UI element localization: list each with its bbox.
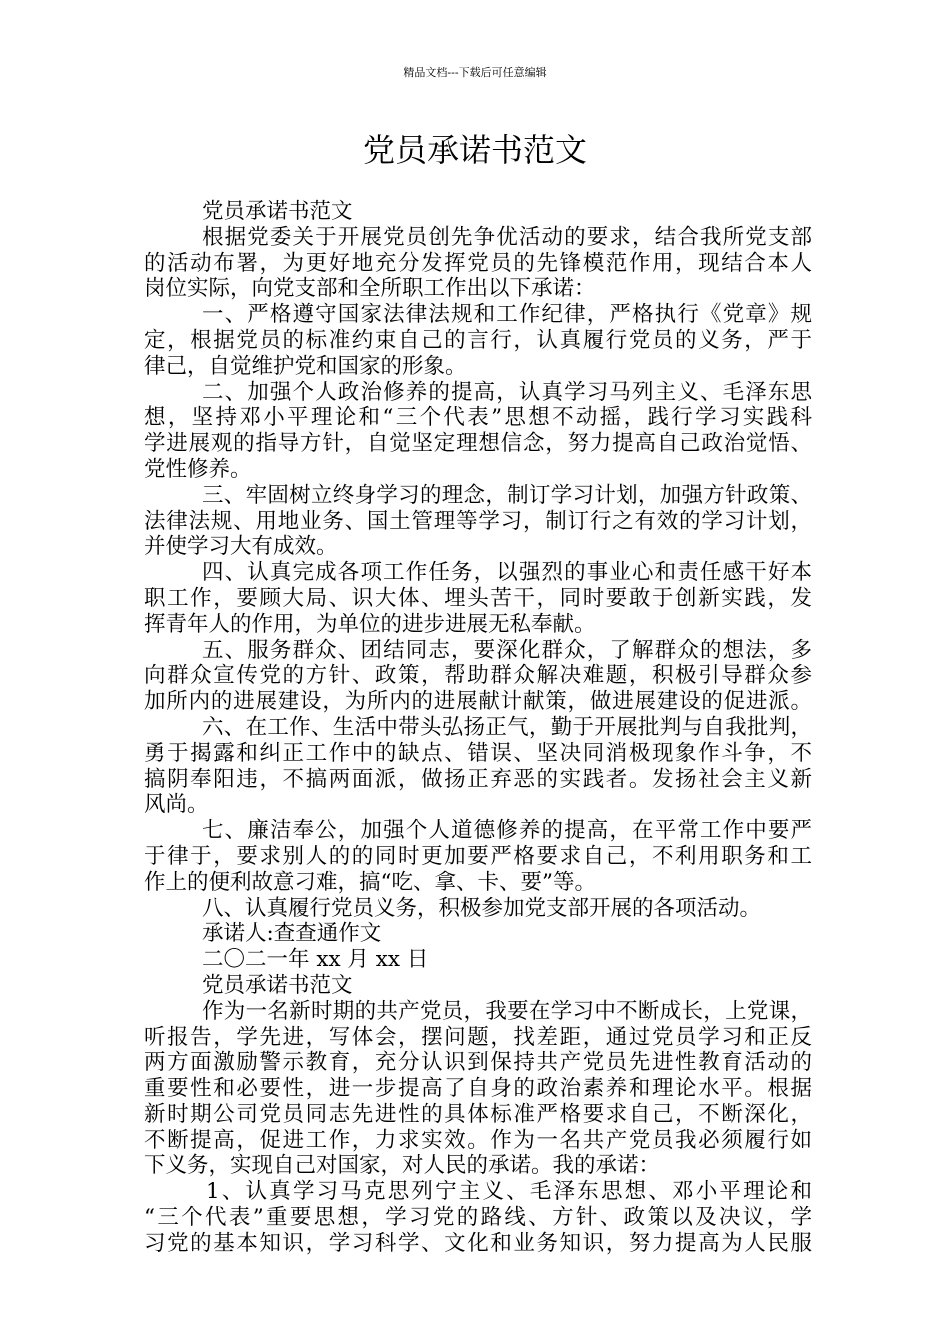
body-line: 职工作，要顾大局、识大体、埋头苦干，同时要敢于创新实践，发 [144, 585, 812, 611]
body-line: 党员承诺书范文 [202, 972, 353, 998]
body-line: 听报告，学先进，写体会，摆问题，找差距，通过党员学习和正反 [144, 1024, 812, 1050]
body-line: 勇于揭露和纠正工作中的缺点、错误、坚决同消极现象作斗争，不 [144, 740, 812, 766]
body-line: 的活动布署，为更好地充分发挥党员的先锋模范作用，现结合本人 [144, 250, 812, 276]
body-line: 定，根据党员的标准约束自己的言行，认真履行党员的义务，严于 [144, 327, 812, 353]
body-line: 新时期公司党员同志先进性的具体标准严格要求自己，不断深化， [144, 1101, 812, 1127]
header-note: 精品文档---下载后可任意编辑 [403, 66, 547, 79]
body-line: 法律法规、用地业务、国土管理等学习，制订行之有效的学习计划， [144, 508, 812, 534]
body-line: 岗位实际，向党支部和全所职工作出以下承诺： [144, 276, 596, 302]
body-line: 并使学习大有成效。 [144, 534, 338, 560]
body-line: 不断提高，促进工作，力求实效。作为一名共产党员我必须履行如 [144, 1127, 812, 1153]
body-line: 作为一名新时期的共产党员，我要在学习中不断成长，上党课， [202, 998, 812, 1024]
body-line: 八、认真履行党员义务，积极参加党支部开展的各项活动。 [202, 895, 762, 921]
document-body [144, 199, 812, 1257]
body-line: 加所内的进展建设，为所内的进展献计献策，做进展建设的促进派。 [144, 689, 812, 715]
body-line: 下义务，实现自己对国家，对人民的承诺。我的承诺： [144, 1153, 661, 1179]
body-line: 党性修养。 [144, 456, 252, 482]
body-line: 七、廉洁奉公，加强个人道德修养的提高，在平常工作中要严 [202, 818, 812, 844]
body-line: 搞阴奉阳违，不搞两面派，做扬正弃恶的实践者。发扬社会主义新 [144, 766, 812, 792]
body-line: 作上的便利故意刁难，搞“吃、拿、卡、要”等。 [144, 869, 596, 895]
body-line: 律己，自觉维护党和国家的形象。 [144, 353, 467, 379]
body-line: 二〇二一年 xx 月 xx 日 [202, 947, 429, 973]
body-line: 根据党委关于开展党员创先争优活动的要求，结合我所党支部 [202, 224, 812, 250]
body-line: 重要性和必要性，进一步提高了自身的政治素养和理论水平。根据 [144, 1076, 812, 1102]
body-line: 五、服务群众、团结同志，要深化群众，了解群众的想法，多 [202, 637, 812, 663]
document-title: 党员承诺书范文 [362, 131, 587, 169]
body-line: 向群众宣传党的方针、政策，帮助群众解决难题，积极引导群众参 [144, 663, 812, 689]
body-line: 党员承诺书范文 [202, 199, 353, 224]
body-line: 1、认真学习马克思列宁主义、毛泽东思想、邓小平理论和 [206, 1179, 812, 1205]
body-line: 挥青年人的作用，为单位的进步进展无私奉献。 [144, 611, 596, 637]
body-line: 六、在工作、生活中带头弘扬正气，勤于开展批判与自我批判， [202, 714, 812, 740]
body-line: 想，坚持邓小平理论和“三个代表”思想不动摇，践行学习实践科 [144, 405, 812, 431]
body-line: 三、牢固树立终身学习的理念，制订学习计划，加强方针政策、 [202, 482, 812, 508]
body-line: 于律于，要求别人的的同时更加要严格要求自己，不利用职务和工 [144, 843, 812, 869]
body-line: 承诺人:查查通作文 [202, 921, 382, 947]
body-line: 习党的基本知识，学习科学、文化和业务知识，努力提高为人民服 [144, 1230, 812, 1256]
body-line: 风尚。 [144, 792, 209, 818]
body-line: 学进展观的指导方针，自觉坚定理想信念，努力提高自己政治觉悟、 [144, 431, 812, 457]
body-line: 二、加强个人政治修养的提高，认真学习马列主义、毛泽东思 [202, 379, 812, 405]
body-line: 四、认真完成各项工作任务，以强烈的事业心和责任感干好本 [202, 560, 812, 586]
body-line: “三个代表”重要思想，学习党的路线、方针、政策以及决议，学 [144, 1205, 812, 1231]
body-line: 两方面激励警示教育，充分认识到保持共产党员先进性教育活动的 [144, 1050, 812, 1076]
body-line: 一、严格遵守国家法律法规和工作纪律，严格执行《党章》规 [202, 302, 812, 328]
